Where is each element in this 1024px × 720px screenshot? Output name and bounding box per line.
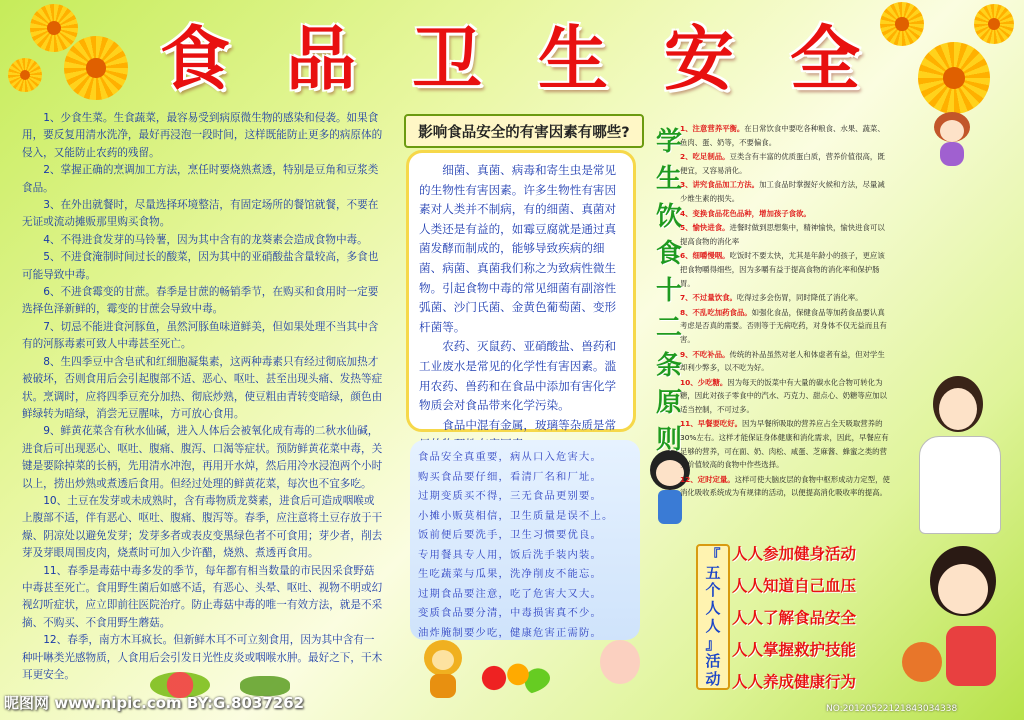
principle-text: 因为早餐所吸取的营养应占全天吸取营养的30%左右。这样才能保证身体健康和消化需求，因此，早餐应有足够的营养，可在面、奶、肉松、咸蛋、芝麻酱、蜂蜜之类的营养价值较高的食物中作些选择。 — [680, 419, 889, 470]
tip-paragraph: 10、土豆在发芽或未成熟时，含有毒物质龙葵素，进食后可造成咽喉或上腹部不适，伴有恶心、呕吐、腹痛、腹泻等。春季，应注意将土豆存放于干燥、阴凉处以避免发芽；发芽多者或表皮变黑绿色者不可食用；芽少者，削去芽及芽眼周围皮肉，烧煮时可加入少许醋，烧熟、煮透再食用。 — [22, 494, 383, 560]
harmful-factors-heading: 影响食品安全的有害因素有哪些? — [404, 114, 644, 148]
flower-decoration — [8, 58, 42, 92]
principle-item — [680, 306, 890, 347]
diet-principles-list — [680, 122, 890, 542]
girl-with-vegetables-illustration — [896, 546, 1016, 696]
principle-title: 10、少吃糖。 — [680, 377, 728, 387]
poem-line: 过期食品要注意，吃了危害大又大。 — [418, 587, 602, 600]
tip-paragraph: 6、不进食霉变的甘蔗。春季是甘蔗的畅销季节，在购买和食用时一定要选择色泽新鲜的，霉变的甘蔗会导致中毒。 — [22, 286, 379, 316]
label-char: 人 — [705, 616, 721, 635]
flower-decoration — [64, 36, 128, 100]
poem-line: 变质食品要分清，中毒损害真不少。 — [418, 607, 602, 619]
principle-title: 12、定时定量。 — [680, 474, 735, 484]
label-char: 人 — [705, 599, 721, 618]
principle-text: 吃得过多会伤胃，同时降低了消化率。 — [736, 293, 863, 303]
principle-item — [680, 348, 890, 375]
tip-paragraph: 3、在外出就餐时，尽量选择环境整洁，有固定场所的餐馆就餐，不要在无证或流动摊贩那里购买食物。 — [22, 199, 379, 229]
principle-text: 进餐时做到思想集中，精神愉快，愉快进食可以提高食物的消化率 — [680, 223, 885, 246]
principle-item — [680, 291, 890, 305]
principle-item — [680, 207, 890, 221]
vertical-title-char: 学 — [655, 127, 682, 157]
harmful-factors-box — [406, 150, 636, 432]
vertical-title-char: 生 — [655, 164, 682, 195]
poem-line: 油炸腌制要少吃，健康危害正需防。 — [418, 626, 602, 639]
doctor-illustration — [905, 376, 1015, 536]
tip-paragraph: 8、生四季豆中含皂甙和红细胞凝集素，这两种毒素只有经过彻底加热才被破坏，否则食用后会引起腹部不适、恶心、呕吐、甚至出现头痛、发热等症状。烹调时，应将四季豆充分加热、彻底炒熟，使豆粗由青转变暗绿，颜色由鲜绿转为暗绿，消尝无豆腥味，方可放心食用。 — [22, 355, 383, 420]
activity-item: 人人知道自己血压 — [732, 577, 857, 595]
tip-paragraph: 1、少食生菜。生食蔬菜，最容易受到病原微生物的感染和侵袭。如果食用，要反复用清水洗净，最好再浸泡一段时间，这样既能防止更多的病原体的侵入，又能防止农药的残留。 — [22, 112, 383, 159]
vertical-title-char: 饮 — [655, 201, 682, 232]
label-char: 活 — [705, 652, 721, 671]
principle-title: 4、变换食品花色品种，增加孩子食欲。 — [680, 208, 811, 218]
tip-paragraph: 7、切忌不能进食河豚鱼，虽然河豚鱼味道鲜美，但如果处理不当其中含有的河豚毒素可致人中毒甚至死亡。 — [22, 320, 379, 351]
principle-title: 11、早餐要吃好。 — [680, 419, 743, 429]
poem-line: 食品安全真重要，病从口入危害大。 — [418, 451, 602, 463]
principle-title: 3、讲究食品加工方法。 — [680, 180, 760, 190]
label-char: 个 — [705, 581, 721, 600]
principle-item — [680, 417, 890, 471]
poem-line: 饭前便后要洗手，卫生习惯要优良。 — [418, 529, 602, 541]
five-people-activity-label — [696, 544, 730, 690]
flower-decoration — [880, 2, 924, 46]
title-char: 生 — [538, 16, 608, 100]
principle-text: 豆类含有丰富的优质蛋白质，营养价值很高，既便宜，又容易消化。 — [680, 152, 885, 175]
tip-paragraph: 4、不得进食发芽的马铃薯，因为其中含有的龙葵素会造成食物中毒。 — [43, 233, 368, 246]
activity-item: 人人了解食品安全 — [732, 609, 857, 627]
title-char: 卫 — [412, 16, 482, 100]
title-char: 安 — [664, 16, 734, 100]
poem-line: 专用餐具专人用，饭后洗手装内装。 — [418, 548, 602, 561]
baby-illustration — [600, 640, 640, 684]
title-char: 全 — [790, 16, 860, 100]
tip-paragraph: 5、不进食淹制时间过长的酸菜，因为其中的亚硝酸盐含量较高，多食也可能导致中毒。 — [22, 251, 379, 281]
principle-title: 2、吃足制品。 — [680, 152, 730, 162]
activity-item: 人人参加健身活动 — [732, 545, 857, 563]
harmful-factors-paragraph: 食品中混有金属，玻璃等杂质是常 — [442, 417, 617, 432]
principle-title: 9、不吃补品。 — [680, 349, 730, 359]
poem-line: 小摊小贩莫相信，卫生质量是误不上。 — [418, 509, 614, 522]
label-char: 『 — [705, 545, 721, 564]
principle-title: 1、注意营养平衡。 — [680, 124, 745, 133]
watermark-left: 昵图网 www.nipic.com BY:G.8037262 — [4, 694, 305, 712]
vertical-title-char: 则 — [655, 425, 682, 455]
principle-title: 8、不乱吃加药食品。 — [680, 307, 752, 317]
vertical-title-char: 十 — [655, 276, 682, 306]
title-char: 食 — [160, 16, 230, 100]
activity-item: 人人养成健康行为 — [732, 673, 857, 691]
tip-paragraph: 12、春季，南方木耳疯长。但新鲜木耳不可立刻食用，因为其中含有一种叶啉类光感物质，人食用后会引发日光性皮炎或咽喉水肿。最好之下，干木耳更安全。 — [22, 634, 383, 681]
principle-title: 6、细嚼慢咽。 — [680, 251, 730, 261]
food-safety-poem-box — [410, 440, 640, 640]
tip-paragraph: 11、春季是毒菇中毒多发的季节，每年都有相当数量的市民因采食野菇中毒甚至死亡。食用野生菌后如感不适，有恶心、头晕、呕吐、视物不明或幻视幻听症状，应立即前往医院治疗。防止毒菇中毒的唯一有效方法，就是不采摘、不购买、不食用野生蘑菇。 — [22, 564, 383, 629]
vertical-title-char: 二 — [655, 313, 682, 344]
principle-title: 5、愉快进食。 — [680, 223, 730, 233]
principle-text: 因为每天的饭菜中有大量的碳水化合物可转化为糖，因此对孩子零食中的汽水、巧克力、甜点心、奶糖等应加以适当控制，不可过多。 — [680, 377, 887, 414]
vertical-title-char: 条 — [655, 350, 682, 381]
harmful-factors-paragraph: 农药、灭鼠药、亚硝酸盐、兽药和工业废水是常见的化学性有害因素。滥用农药、兽药和在食品中添加有害化学物质会对食品带来化学污染。 — [419, 339, 617, 413]
poem-line: 购买食品要仔细，看清厂名和厂址。 — [418, 470, 602, 483]
cartoon-girl-illustration — [930, 112, 974, 168]
principle-item — [680, 178, 890, 205]
tip-paragraph: 2、掌握正确的烹调加工方法，烹任时要烧熟煮透，特别是豆角和豆浆类食品。 — [22, 164, 379, 194]
activity-item: 人人掌握救护技能 — [732, 641, 857, 659]
label-char: 』 — [705, 634, 721, 653]
principle-text: 在日常饮食中要吃各种粮食、水果、蔬菜、鱼肉、蛋、奶等，不要偏食。 — [680, 124, 885, 147]
label-char: 五 — [705, 563, 721, 582]
five-people-activity-list — [732, 542, 900, 692]
tip-paragraph: 9、鲜黄花菜含有秋水仙碱，进入人体后会被氧化成有毒的二秋水仙碱，进食后可出现恶心、呕吐、腹痛、腹泻、口渴等症状。预防鲜黄花菜中毒，关键是要除掉菜的长柄，先用清水冲泡，再用开水焯，然后用冷水浸泡两个小时以上，捞出炒熟或煮透后食用。但经过处理的鲜黄花菜，每次也不宜多吃。 — [22, 425, 383, 490]
poem-line: 过期变质买不得，三无食品更别要。 — [418, 490, 602, 502]
watermark-right: NO:20120522121843034338 — [826, 704, 958, 714]
flower-decoration — [918, 42, 990, 114]
vertical-title-char: 原 — [655, 387, 682, 418]
principle-text: 如强化食品，保健食品等加药食品要认真考虑是否真的需要。否则等于无病吃药，对身体不仅无益而且有害。 — [680, 307, 887, 344]
poem-line: 生吃蔬菜与瓜果，洗净削皮不能忘。 — [418, 568, 602, 580]
principle-item — [680, 122, 890, 149]
principle-text: 吃饭时不要太快，尤其是年龄小的孩子，更应该把食物嚼得细些，因为多嚼有益于提高食物的消化率和保护肠胃。 — [680, 251, 885, 288]
principle-item — [680, 150, 890, 177]
label-char: 动 — [705, 670, 721, 689]
vertical-title-char: 食 — [655, 238, 682, 269]
page-title — [160, 10, 860, 100]
flower-decoration — [30, 4, 78, 52]
principle-item — [680, 376, 890, 417]
principle-item — [680, 249, 890, 290]
principle-text: 这样可使大脑皮层的食物中枢形成动力定型，使消化吸收系统成为有规律的活动，以便提高消化吸收率的提高。 — [680, 474, 890, 498]
principle-title: 7、不过量饮食。 — [680, 293, 737, 303]
fruit-illustration — [470, 660, 550, 696]
harmful-factors-paragraph: 细菌、真菌、病毒和寄生虫是常见的生物性有害因素。许多生物性有害因素对人类并不制病，有的细菌、真菌对人类还是有益的，如霉豆腐就是通过真菌发酵而制成的，能够导致疾病的细菌、病菌、真菌我们称之为致病性微生物。引起食物中毒的常见细菌有副溶性弧菌、沙门氏菌、金黄色葡萄菌、变形杆菌等。 — [419, 163, 617, 334]
principle-item — [680, 221, 890, 248]
flower-decoration — [974, 4, 1014, 44]
principle-text: 传统的补品虽然对老人和体虚者有益，但对学生却利少弊多，以不吃为好。 — [680, 349, 885, 373]
principle-item — [680, 473, 890, 500]
food-safety-tips-column — [22, 110, 384, 708]
monkey-illustration — [418, 640, 468, 700]
principle-text: 加工食品时掌握好火候和方法，尽量减少维生素的损失。 — [680, 180, 885, 203]
title-char: 品 — [286, 16, 356, 100]
